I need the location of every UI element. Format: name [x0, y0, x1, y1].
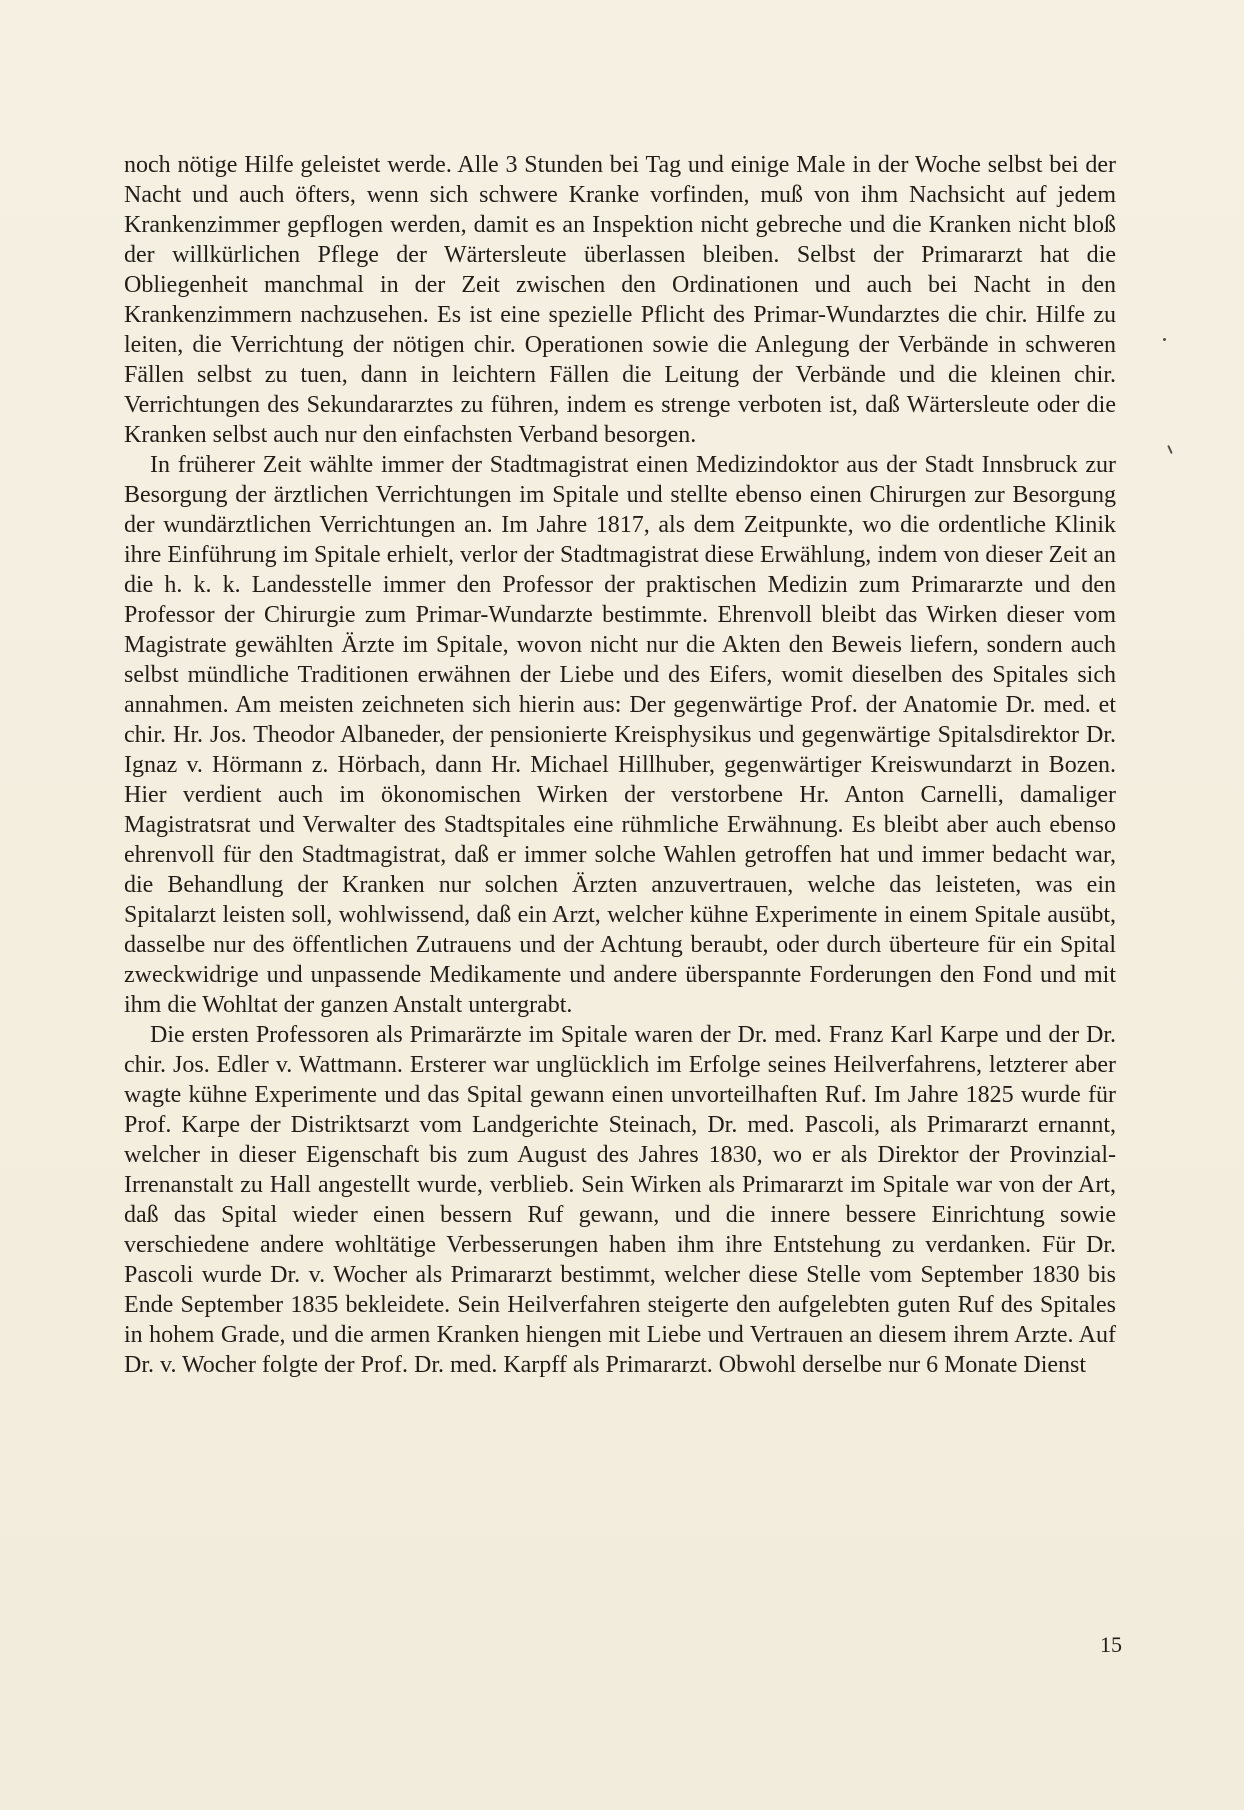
- paragraph-1: noch nötige Hilfe geleistet werde. Alle 3 Stunden bei Tag und einige Male in der Woche selbst bei der Nacht und auch öfters, wenn sich schwere Kranke vorfinden, muß von ihm Nachsicht auf jedem Krankenzimmer gepflogen werden, damit es an Inspektion nicht gebreche und die Kranken nicht bloß der willkürlichen Pflege der Wärtersleute überlassen bleiben. Selbst der Primararzt hat die Obliegenheit manchmal in der Zeit zwischen den Ordinationen und auch bei Nacht in den Krankenzimmern nachzusehen. Es ist eine spezielle Pflicht des Primar-Wundarztes die chir. Hilfe zu leiten, die Verrichtung der nötigen chir. Operationen sowie die Anlegung der Verbände in schweren Fällen selbst zu tuen, dann in leichtern Fällen die Leitung der Verbände und die kleinen chir. Verrichtungen des Sekundararztes zu führen, indem es strenge verboten ist, daß Wärtersleute oder die Kranken selbst auch nur den einfachsten Verband besorgen.: [124, 152, 1116, 448]
- page-number: 15: [1100, 1632, 1122, 1657]
- paper-speck: [1163, 338, 1166, 341]
- body-text: [124, 150, 1116, 1380]
- paragraph-3: Die ersten Professoren als Primarärzte im Spitale waren der Dr. med. Franz Karl Karpe und der Dr. chir. Jos. Edler v. Wattmann. Ersterer war unglücklich im Erfolge seines Heilverfahrens, letzterer aber wagte kühne Experimente und das Spital gewann einen unvorteilhaften Ruf. Im Jahre 1825 wurde für Prof. Karpe der Distriktsarzt vom Landgerichte Steinach, Dr. med. Pascoli, als Primararzt ernannt, welcher in dieser Eigenschaft bis zum August des Jahres 1830, wo er als Direktor der Provinzial-Irrenanstalt zu Hall angestellt wurde, verblieb. Sein Wirken als Primararzt im Spitale war von der Art, daß das Spital wieder einen bessern Ruf gewann, und die innere bessere Einrichtung sowie verschiedene andere wohltätige Verbesserungen haben ihm ihre Entstehung zu verdanken. Für Dr. Pascoli wurde Dr. v. Wocher als Primararzt bestimmt, welcher diese Stelle vom September 1830 bis Ende September 1835 bekleidete. Sein Heilverfahren steigerte den aufgelebten guten Ruf des Spitales in hohem Grade, und die armen Kranken hiengen mit Liebe und Vertrauen an diesem ihrem Arzte. Auf Dr. v. Wocher folgte der Prof. Dr. med. Karpff als Primararzt. Obwohl derselbe nur 6 Monate Dienst: [124, 1022, 1116, 1378]
- paper-speck: [1167, 445, 1173, 454]
- paragraph-2: In früherer Zeit wählte immer der Stadtmagistrat einen Medizindoktor aus der Stadt Innsbruck zur Besorgung der ärztlichen Verrichtungen im Spitale und stellte ebenso einen Chirurgen zur Besorgung der wundärztlichen Verrichtungen an. Im Jahre 1817, als dem Zeitpunkte, wo die ordentliche Klinik ihre Einführung im Spitale erhielt, verlor der Stadtmagistrat diese Erwählung, indem von dieser Zeit an die h. k. k. Landesstelle immer den Professor der praktischen Medizin zum Primararzte und den Professor der Chirurgie zum Primar-Wundarzte bestimmte. Ehrenvoll bleibt das Wirken dieser vom Magistrate gewählten Ärzte im Spitale, wovon nicht nur die Akten den Beweis liefern, sondern auch selbst mündliche Traditionen erwähnen der Liebe und des Eifers, womit dieselben des Spitales sich annahmen. Am meisten zeichneten sich hierin aus: Der gegenwärtige Prof. der Anatomie Dr. med. et chir. Hr. Jos. Theodor Albaneder, der pensionierte Kreisphysikus und gegenwärtige Spitalsdirektor Dr. Ignaz v. Hörmann z. Hörbach, dann Hr. Michael Hillhuber, gegenwärtiger Kreiswundarzt in Bozen. Hier verdient auch im ökonomischen Wirken der verstorbene Hr. Anton Carnelli, damaliger Magistratsrat und Verwalter des Stadtspitales eine rühmliche Erwähnung. Es bleibt aber auch ebenso ehrenvoll für den Stadtmagistrat, daß er immer solche Wahlen getroffen hat und immer bedacht war, die Behandlung der Kranken nur solchen Ärzten anzuvertrauen, welche das leisteten, was ein Spitalarzt leisten soll, wohlwissend, daß ein Arzt, welcher kühne Experimente in einem Spitale ausübt, dasselbe nur des öffentlichen Zutrauens und der Achtung beraubt, oder durch überteure für ein Spital zweckwidrige und unpassende Medikamente und andere überspannte Forderungen den Fond und mit ihm die Wohltat der ganzen Anstalt untergrabt.: [124, 452, 1116, 1018]
